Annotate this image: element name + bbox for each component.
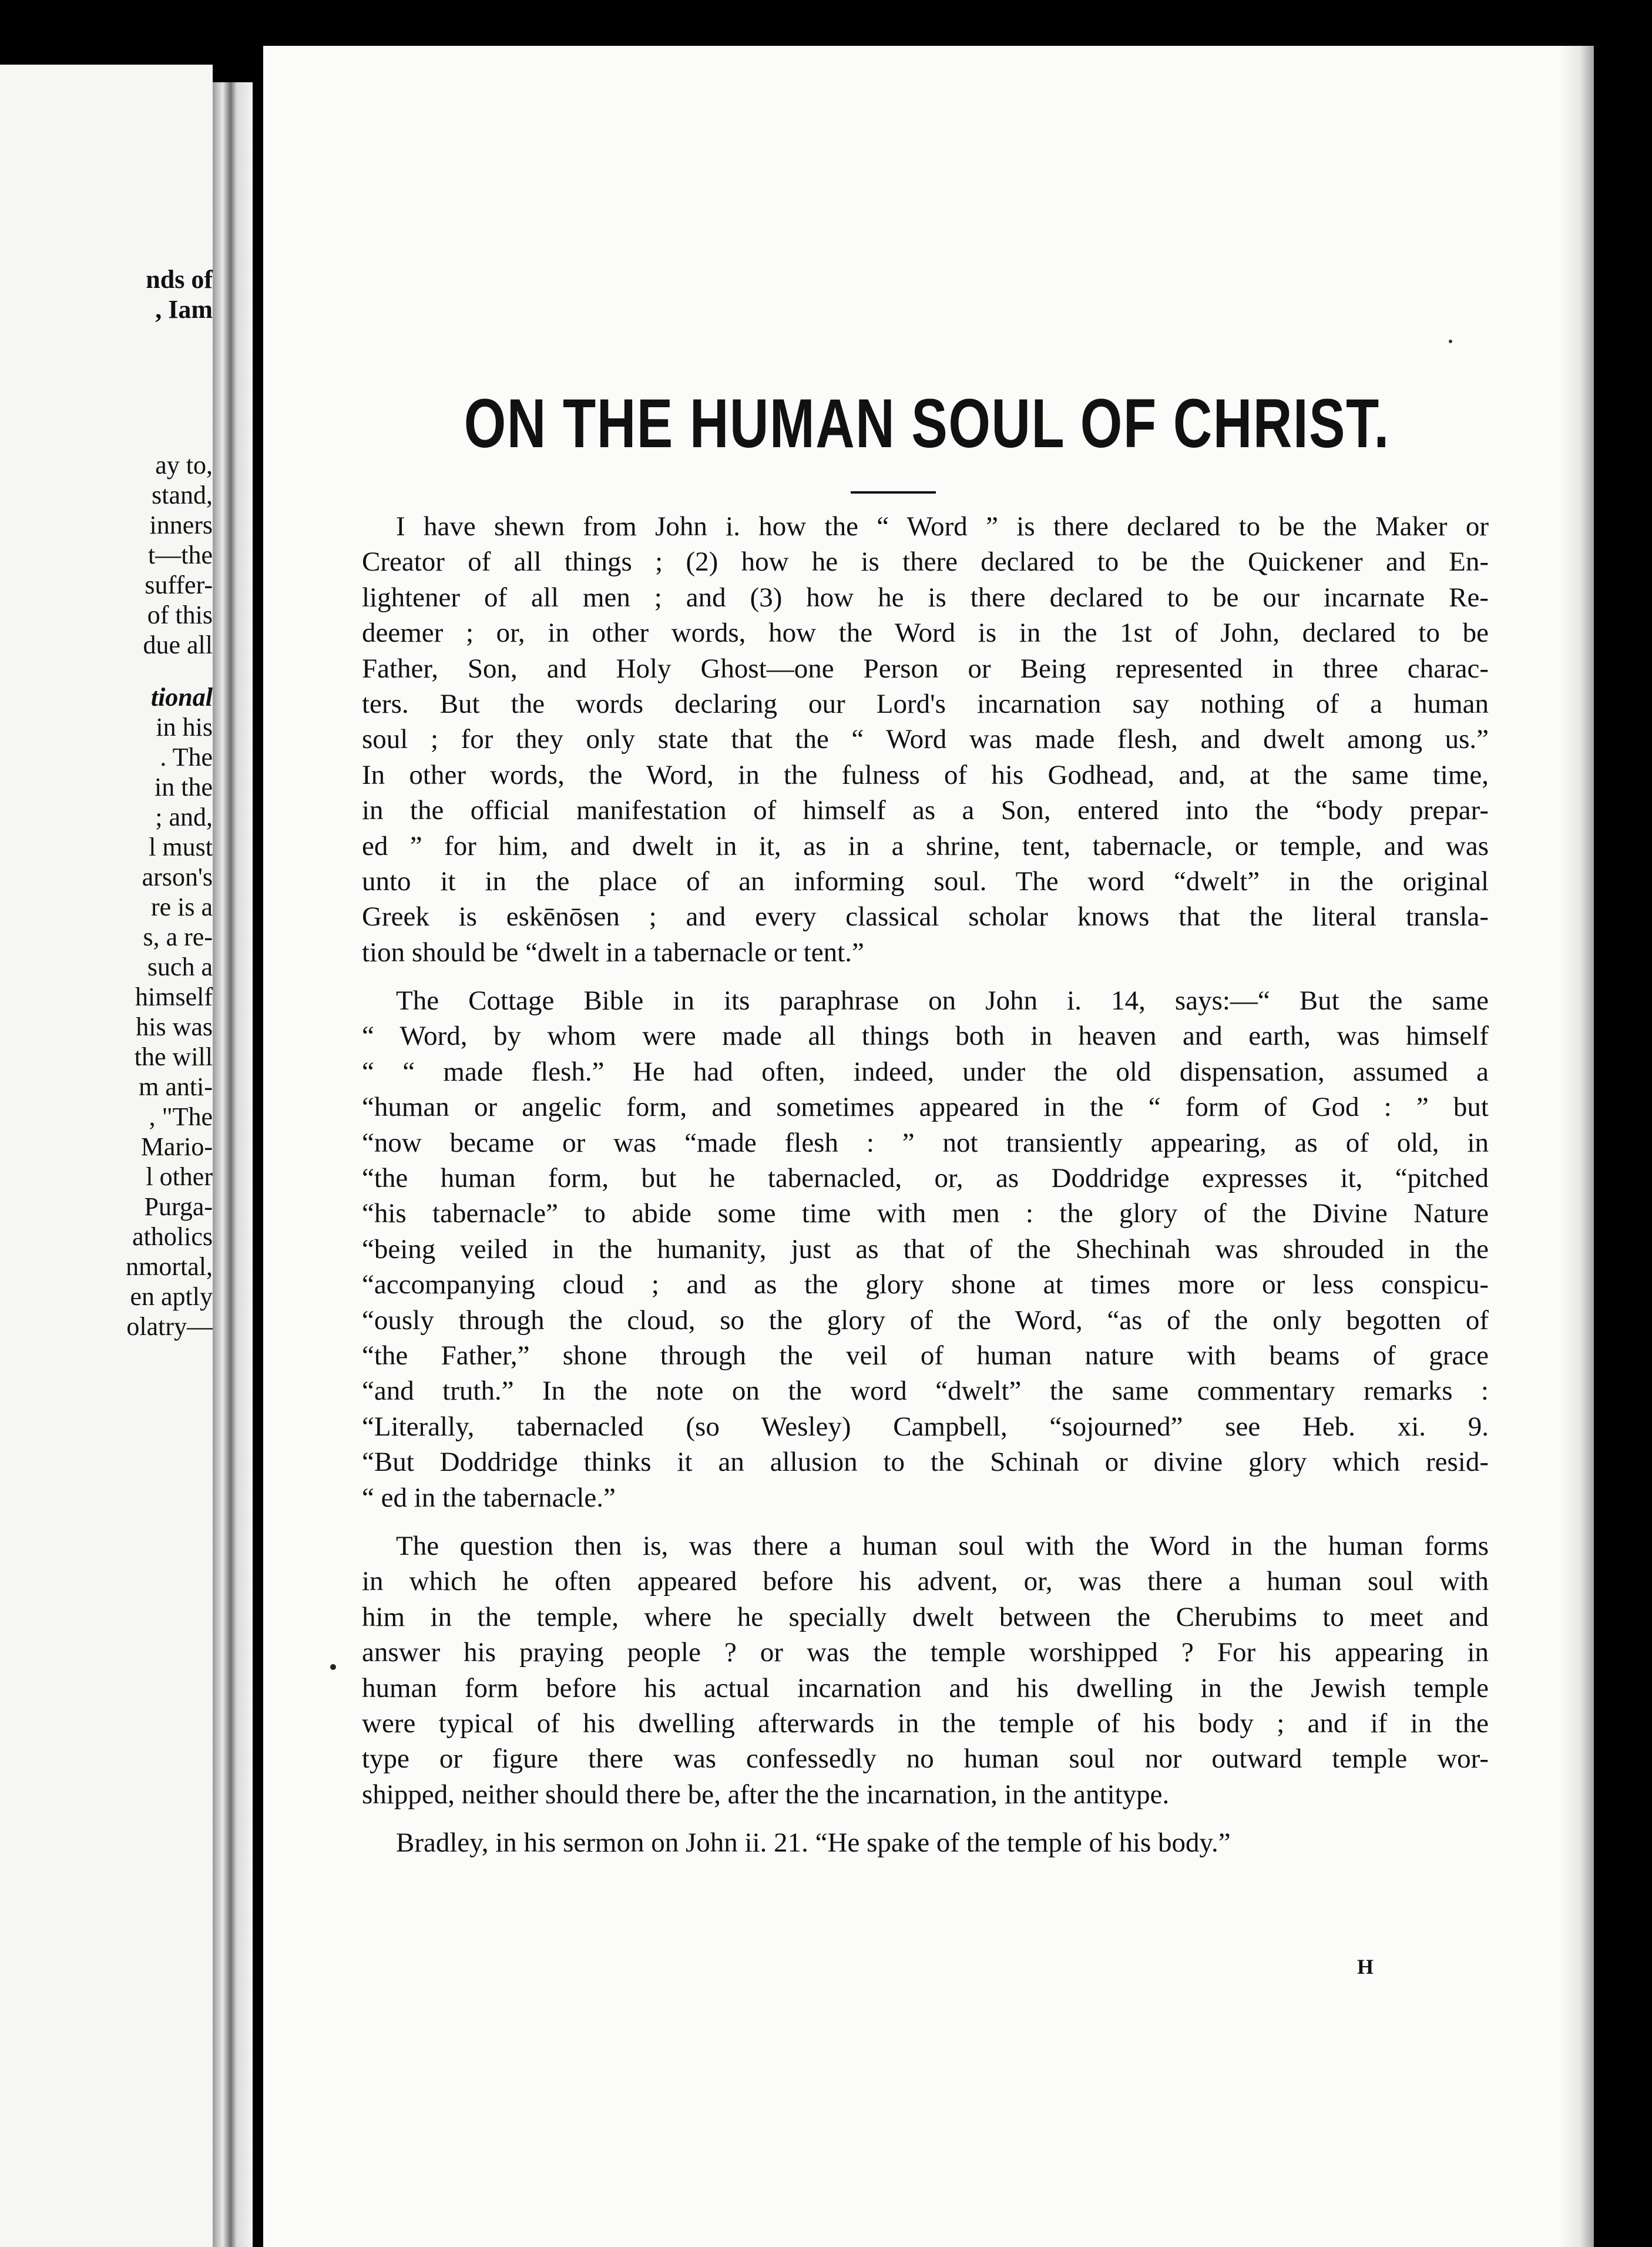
left-line: t—the bbox=[148, 541, 213, 569]
text-line: In other words, the Word, in the fulness of his Godhead, and, at the same time, bbox=[362, 759, 1489, 790]
left-line: suffer- bbox=[145, 571, 213, 599]
text-line: Greek is eskēnōsen ; and every classical scholar knows that the literal transla- bbox=[362, 901, 1489, 933]
left-line: arson's bbox=[142, 863, 213, 891]
left-line: , "The bbox=[149, 1102, 213, 1131]
left-line: the will bbox=[134, 1042, 213, 1071]
text-line: ed ” for him, and dwelt in it, as in a shrine, tent, tabernacle, or temple, and was bbox=[362, 830, 1489, 861]
text-line: “ Word, by whom were made all things both in heaven and earth, was himself bbox=[362, 1021, 1489, 1052]
text-line: “and truth.” In the note on the word “dwelt” the same commentary remarks : bbox=[362, 1376, 1489, 1407]
text-line: “But Doddridge thinks it an allusion to the Schinah or divine glory which resid- bbox=[362, 1447, 1489, 1478]
left-line: stand, bbox=[152, 481, 213, 509]
left-line: nmortal, bbox=[126, 1252, 213, 1281]
text-line: Bradley, in his sermon on John ii. 21. “He spake of the temple of his body.” bbox=[396, 1827, 1231, 1859]
left-line: , Iam bbox=[155, 295, 213, 324]
left-line: . The bbox=[160, 743, 213, 772]
left-line: his was bbox=[136, 1012, 213, 1041]
text-line: him in the temple, where he specially dwelt between the Cherubims to meet and bbox=[362, 1601, 1489, 1632]
left-line: due all bbox=[143, 630, 213, 659]
text-line: in which he often appeared before his advent, or, was there a human soul with bbox=[362, 1566, 1489, 1597]
text-line: Creator of all things ; (2) how he is there declared to be the Quickener and En- bbox=[362, 546, 1489, 578]
left-line: tional bbox=[150, 683, 213, 712]
text-line: shipped, neither should there be, after the the incarnation, in the antitype. bbox=[362, 1779, 1170, 1810]
left-line: re is a bbox=[150, 893, 213, 921]
left-line: s, a re- bbox=[143, 923, 213, 951]
text-line: human form before his actual incarnation and his dwelling in the Jewish temple bbox=[362, 1672, 1489, 1703]
text-line: type or figure there was confessedly no human soul nor outward temple wor- bbox=[362, 1743, 1489, 1775]
paragraph-gap bbox=[362, 1812, 1489, 1825]
text-line: “his tabernacle” to abide some time with men : the glory of the Divine Nature bbox=[362, 1198, 1489, 1229]
text-line: tion should be “dwelt in a tabernacle or tent.” bbox=[362, 937, 864, 968]
text-line: “now became or was “made flesh : ” not transiently appearing, as of old, in bbox=[362, 1127, 1489, 1158]
left-line: atholics bbox=[132, 1222, 213, 1251]
title-rule bbox=[851, 491, 936, 494]
left-line: himself bbox=[135, 982, 213, 1011]
text-line: “Literally, tabernacled (so Wesley) Campbell, “sojourned” see Heb. xi. 9. bbox=[362, 1411, 1489, 1442]
text-line: unto it in the place of an informing soul. The word “dwelt” in the original bbox=[362, 866, 1489, 897]
main-page bbox=[263, 46, 1594, 2247]
book-gutter bbox=[213, 82, 253, 2247]
left-line: inners bbox=[149, 511, 213, 539]
text-line: “ “ made flesh.” He had often, indeed, under the old dispensation, assumed a bbox=[362, 1056, 1489, 1087]
text-line: Father, Son, and Holy Ghost—one Person or Being represented in three charac- bbox=[362, 653, 1489, 684]
left-line: in the bbox=[155, 773, 213, 801]
text-line: “ously through the cloud, so the glory of the Word, “as of the only begotten of bbox=[362, 1304, 1489, 1336]
paragraph-gap bbox=[362, 970, 1489, 983]
text-line: soul ; for they only state that the “ Word was made flesh, and dwelt among us.” bbox=[362, 724, 1489, 755]
left-line: nds of bbox=[146, 265, 213, 294]
body-text bbox=[362, 509, 1489, 1860]
left-line: l other bbox=[146, 1162, 213, 1191]
text-line: The Cottage Bible in its paraphrase on John i. 14, says:—“ But the same bbox=[396, 985, 1489, 1017]
bullet-mark bbox=[330, 1664, 336, 1670]
text-line: deemer ; or, in other words, how the Word is in the 1st of John, declared to be bbox=[362, 618, 1489, 649]
left-page-fragment bbox=[0, 65, 213, 2247]
left-spacer bbox=[13, 660, 213, 682]
left-line: in his bbox=[156, 713, 213, 742]
text-line: “accompanying cloud ; and as the glory shone at times more or less conspicu- bbox=[362, 1269, 1489, 1300]
text-line: “the human form, but he tabernacled, or, as Doddridge expresses it, “pitched bbox=[362, 1163, 1489, 1194]
left-spacer bbox=[13, 324, 213, 450]
paragraph-gap bbox=[362, 1515, 1489, 1528]
left-line: of this bbox=[147, 601, 213, 629]
text-line: “ ed in the tabernacle.” bbox=[362, 1482, 616, 1513]
signature-mark: H bbox=[1357, 1955, 1374, 1978]
left-line: ay to, bbox=[155, 451, 213, 479]
left-line: such a bbox=[147, 953, 213, 981]
left-line: en aptly bbox=[130, 1282, 213, 1311]
text-line: The question then is, was there a human soul with the Word in the human forms bbox=[396, 1530, 1489, 1561]
text-line: in the official manifestation of himself as a Son, entered into the “body prepar- bbox=[362, 795, 1489, 826]
page-title: ON THE HUMAN SOUL OF CHRIST. bbox=[464, 385, 1390, 462]
text-line: ters. But the words declaring our Lord's incarnation say nothing of a human bbox=[362, 688, 1489, 719]
text-line: “the Father,” shone through the veil of human nature with beams of grace bbox=[362, 1340, 1489, 1371]
speck bbox=[1449, 340, 1452, 343]
text-line: were typical of his dwelling afterwards in the temple of his body ; and if in the bbox=[362, 1708, 1489, 1739]
left-page-text bbox=[13, 264, 213, 1342]
left-line: Mario- bbox=[140, 1132, 213, 1161]
left-line: Purga- bbox=[144, 1192, 213, 1221]
left-line: l must bbox=[149, 833, 213, 861]
text-line: lightener of all men ; and (3) how he is there declared to be our incarnate Re- bbox=[362, 582, 1489, 613]
text-line: I have shewn from John i. how the “ Word ” is there declared to be the Maker or bbox=[396, 511, 1489, 542]
text-line: “human or angelic form, and sometimes appeared in the “ form of God : ” but bbox=[362, 1092, 1489, 1123]
left-line: olatry— bbox=[126, 1312, 213, 1341]
left-line: ; and, bbox=[155, 803, 213, 831]
left-line: m anti- bbox=[139, 1072, 213, 1101]
text-line: “being veiled in the humanity, just as that of the Shechinah was shrouded in the bbox=[362, 1233, 1489, 1265]
text-line: answer his praying people ? or was the temple worshipped ? For his appearing in bbox=[362, 1637, 1489, 1668]
